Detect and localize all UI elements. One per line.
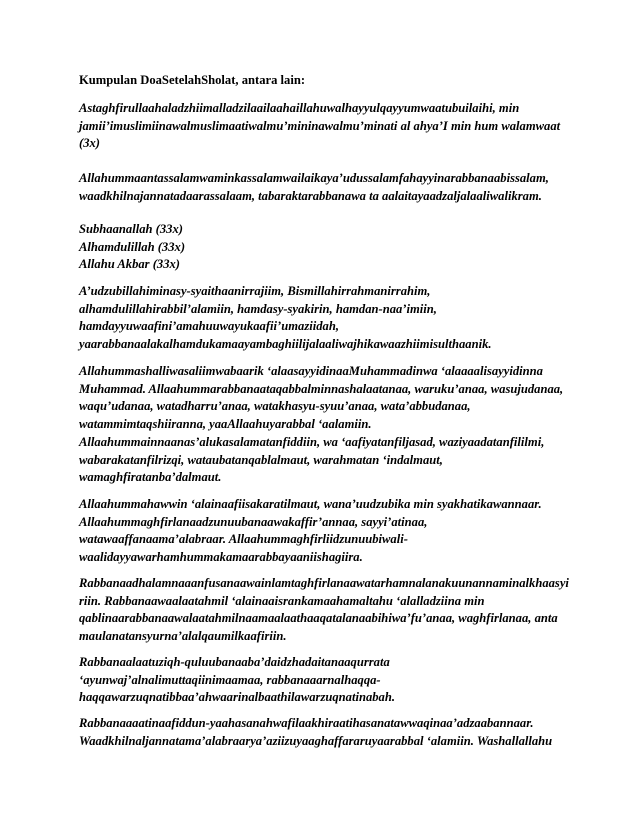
text-line: Rabbanaalaatuziqh-quluubanaaba’daidzhadaitanaaqurrata [79,655,390,669]
text-line: wabarakatanfilrizqi, wataubatanqablalmaut, warahmatan ‘indalmaut, [79,452,443,467]
text-line: Allaahummainnaanas’alukasalamatanfiddiin, wa ‘aafiyatanfiljasad, waziyaadatanfililmi, [79,435,545,449]
text-line: A’udzubillahiminasy-syaithaanirrajiim, Bismillahirrahmanirrahim, [79,284,431,298]
paragraph-rabbana-la-tuzigh [79,654,569,707]
text-line: waadkhilnajannatadaarassalaam, tabaraktarabbanawa ta aalaitayaadzaljalaaliwalikram. [79,188,542,203]
text-line: Subhaanallah (33x) [79,222,183,236]
text-line: yaarabbanaalakalhamdukamaayambaghiilijalaaliwajhikawaazhiimisulthaanik. [79,336,492,351]
text-line: Allahummashalliwasaliimwabaarik ‘alaasayyidinaaMuhammadinwa ‘alaaaalisayyidinna [79,364,543,378]
text-line: hamdayyuwaafini’amahuuwayukaafii’umaziidah, [79,319,339,333]
text-line: maulanatansyurna’alalqaumilkaafiriin. [79,628,287,643]
text-line: Rabbanaaaatinaafiddun-yaahasanahwafilaakhiraatihasanatawwaqinaa’adzaabannaar. [79,716,534,730]
paragraph-tasbih [79,221,569,274]
text-line: haqqawarzuqnatibbaa’ahwaarinalbaathilawarzuqnatinabah. [79,690,395,704]
paragraph-taawudz [79,283,569,353]
text-line: Alhamdulillah (33x) [79,239,186,254]
text-line: Rabbanaadhalamnaaanfusanaawainlamtaghfirlanaawatarhamnalanakuunannaminalkhaasyi [79,576,569,590]
text-line: waqu’udanaa, watadharru’anaa, watakhasyu-syuu’anaa, wata’abbudanaa, [79,399,471,413]
paragraph-hawwin [79,496,569,566]
text-line: Allahummaantassalamwaminkassalamwailaikaya’udussalamfahayyinarabbanaabissalam, [79,171,549,185]
paragraph-shalawat [79,363,569,433]
text-line: watammimtaqshiiranna, yaaAllaahuyarabbal ‘aalamiin. [79,416,372,431]
text-line: ‘ayunwaj’alnalimuttaqiinimaamaa, rabbanaaarnalhaqqa- [79,672,381,687]
text-line: Allaahummaghfirlanaadzunuubanaawakaffir’annaa, sayyi’atinaa, [79,514,428,529]
text-line: riin. Rabbanaawaalaatahmil ‘alainaaisrankamaahamaltahu ‘alalladziina min [79,593,485,608]
paragraph-rabbana-atina [79,715,569,750]
text-line: alhamdulillahirabbil’alamiin, hamdasy-syakirin, hamdan-naa’imiin, [79,301,437,316]
text-line: Waadkhilnaljannatama’alabraarya’aziizuyaaghaffararuyaarabbal ‘alamiin. Washallallahu [79,733,553,748]
paragraph-salam [79,170,569,205]
text-line: waalidayyawarhamhummakamaarabbayaaniishagiira. [79,549,363,564]
paragraph-istighfar [79,100,569,153]
document-heading: Kumpulan DoaSetelahSholat, antara lain: [79,73,306,87]
text-line: watawaaffanaama’alabraar. Allaahummaghfirliidzunuubiwali- [79,532,408,546]
text-line: wamaghfiratanba’dalmaut. [79,470,222,484]
paragraph-rabbana-dhalamna [79,575,569,645]
text-line: Allahu Akbar (33x) [79,257,181,271]
paragraph-salamatan [79,434,569,487]
text-line: Astaghfirullaahaladzhiimalladzilaailaahaillahuwalhayyulqayyumwaatubuilaihi, min [79,101,520,115]
text-line: qablinaarabbanaawalaatahmilnaamaalaathaaqatalanaabihiwa’fu’anaa, waghfirlanaa, anta [79,611,558,625]
text-line: (3x) [79,136,100,150]
text-line: jamii’imuslimiinawalmuslimaatiwalmu’mininawalmu’minati al ahya’I min hum walamwaat [79,118,561,133]
text-line: Muhammad. Allaahummarabbanaataqabbalminnashalaatanaa, waruku’anaa, wasujudanaa, [79,381,564,396]
text-line: Allaahummahawwin ‘alainaafiisakaratilmaut, wana’uudzubika min syakhatikawannaar. [79,497,542,511]
